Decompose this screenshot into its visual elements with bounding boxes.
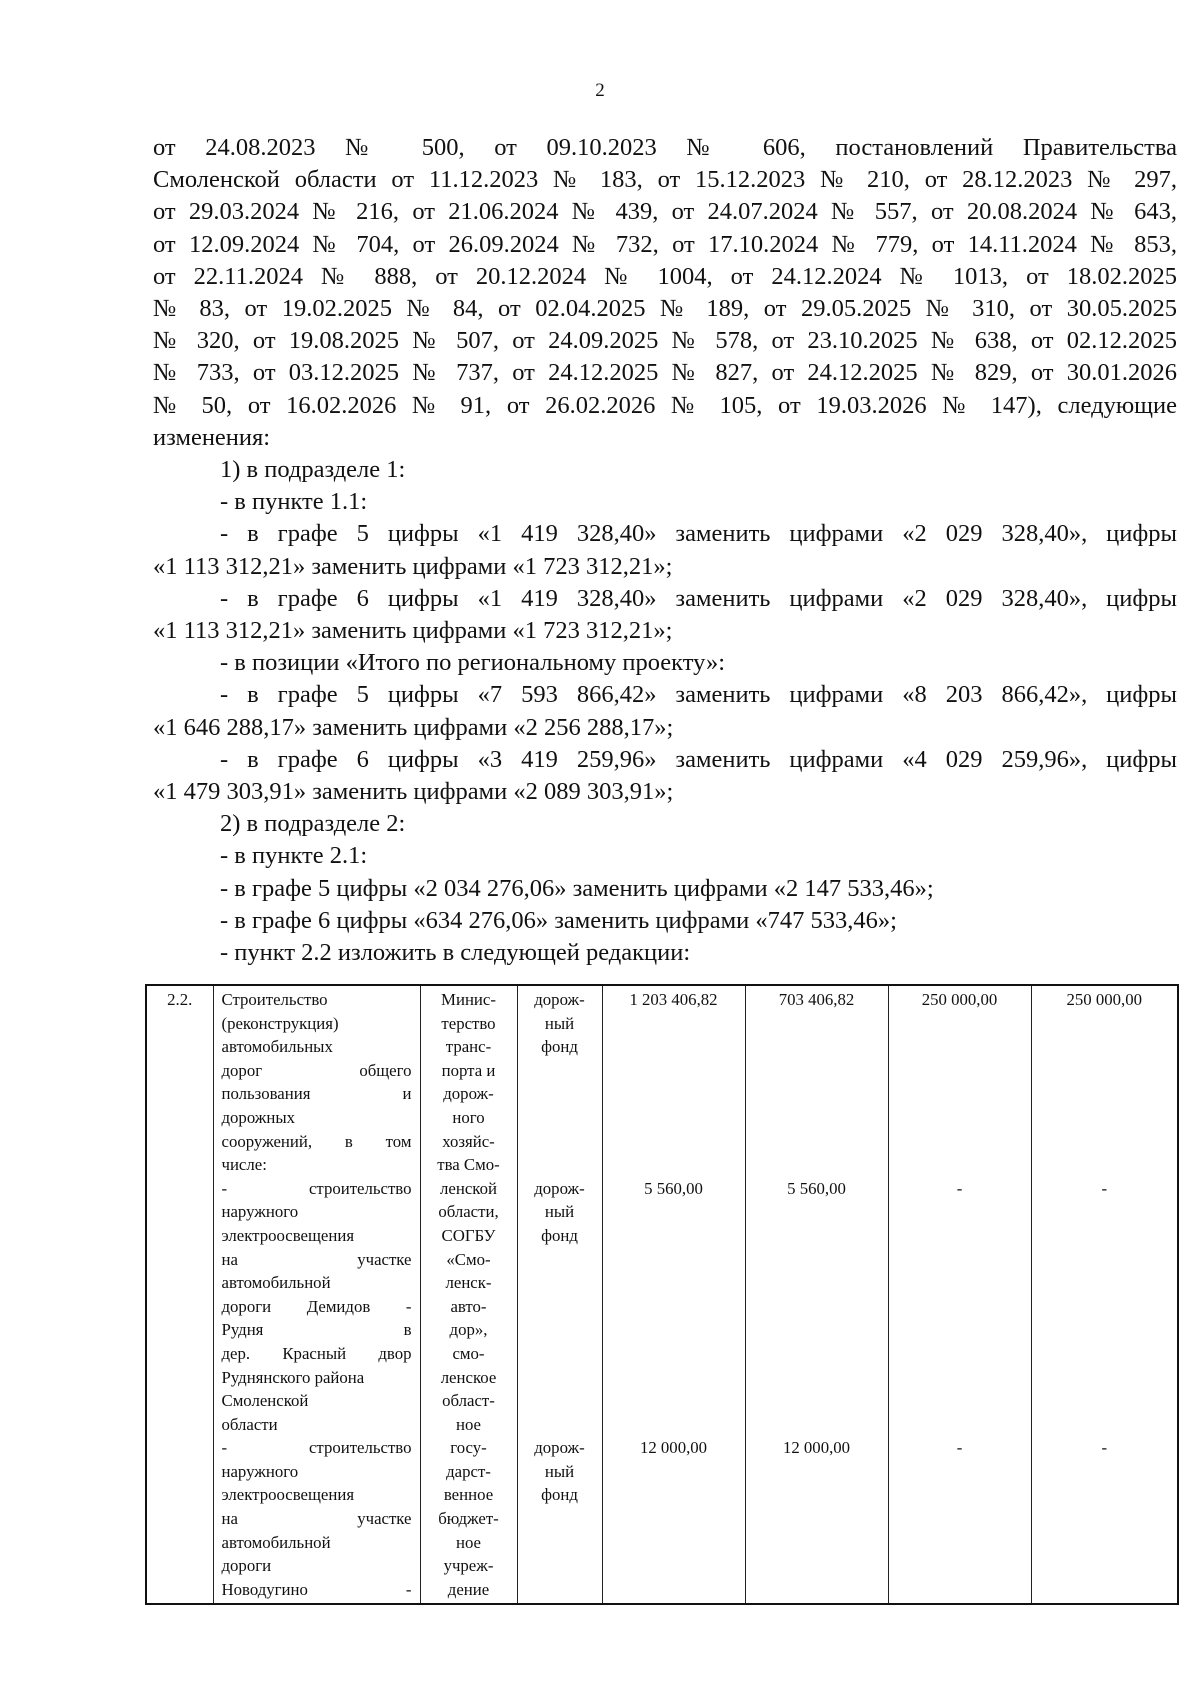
value: - [956,1438,963,1458]
name-line: дорог общего [221,1060,412,1080]
value: 1 203 406,82 [629,990,718,1009]
spacer [522,1130,598,1154]
name-line: автомобильной [221,1532,331,1552]
name-line: Рудня в [221,1320,412,1340]
name-line: на участке [221,1509,412,1529]
executor-line: дор», [449,1320,488,1340]
value: 5 560,00 [644,1178,703,1198]
source-line: дорож- [534,1178,585,1198]
executor-line: дение [447,1579,490,1599]
value: 250 000,00 [1066,990,1142,1009]
executor-line: порта и [441,1060,496,1080]
name-line: автомобильных [221,1037,333,1057]
executor-line: «Смо- [446,1249,491,1269]
spacer [522,1059,598,1083]
amendment-line: - в графе 5 цифры «7 593 866,42» заменить цифрами «8 203 866,42», цифры [220,681,1177,709]
spacer [522,1366,598,1390]
name-line: дер. Красный двор [221,1343,412,1363]
executor-line: тва Смо- [437,1155,500,1175]
text-line: № 83, от 19.02.2025 № 84, от 02.04.2025 № 189, от 29.05.2025 № 310, от 30.05.2025 [153,295,1177,323]
name-line: сооружений, в том [221,1131,412,1151]
column-7-cell [888,985,1031,1604]
executor-line: госу- [450,1438,487,1458]
row-number: 2.2. [146,985,213,1604]
spacer [522,1271,598,1295]
executor-line: дарст- [446,1461,491,1481]
source-line: ный [544,1013,575,1033]
spacer [1036,1012,1174,1036]
name-line: на участке [221,1249,412,1269]
executor-line: ленской [440,1178,497,1198]
value: 703 406,82 [778,990,855,1009]
executor-cell [420,985,517,1604]
source-line: дорож- [534,990,585,1009]
text-line: от 12.09.2024 № 704, от 26.09.2024 № 732, от 17.10.2024 № 779, от 14.11.2024 № 853, [153,230,1177,258]
column-6-cell [745,985,888,1604]
source-line: дорож- [534,1438,585,1458]
executor-line: хозяйс- [442,1131,495,1151]
source-line: фонд [541,1485,578,1505]
table-row [146,985,1178,1604]
spacer [522,1342,598,1366]
executor-line: ное [455,1414,482,1434]
name-line: электроосвещения [221,1225,355,1245]
name-line: (реконструкция) [221,1013,339,1033]
text-line: № 50, от 16.02.2026 № 91, от 26.02.2026 № 105, от 19.03.2026 № 147), следующие [153,391,1177,419]
name-line: наружного [221,1202,299,1222]
spacer [522,1248,598,1272]
spacer [750,1200,884,1224]
executor-line: ленское [440,1367,497,1387]
subsection-1-heading: 1) в подразделе 1: [220,456,406,484]
spacer [522,1106,598,1130]
page-number: 2 [595,80,605,101]
amendment-line: «1 479 303,91» заменить цифрами «2 089 303,91»; [153,778,674,806]
source-line: ный [544,1202,575,1222]
value: 12 000,00 [782,1438,851,1458]
executor-line: смо- [452,1343,485,1363]
value: - [956,1178,963,1198]
text-line: от 22.11.2024 № 888, от 20.12.2024 № 1004, от 24.12.2024 № 1013, от 18.02.2025 [153,262,1177,290]
amendment-line: - в графе 5 цифры «2 034 276,06» заменить цифрами «2 147 533,46»; [220,874,934,902]
spacer [750,1012,884,1036]
executor-line: ленск- [445,1273,492,1293]
value: - [1101,1178,1108,1198]
amendment-line: - в графе 5 цифры «1 419 328,40» заменить цифрами «2 029 328,40», цифры [220,520,1177,548]
name-line: дороги [221,1556,272,1576]
name-line: Смоленской [221,1391,309,1411]
name-line: дороги Демидов - [221,1296,412,1316]
item-2-1-heading: - в пункте 2.1: [220,842,368,870]
amendment-line: - в графе 6 цифры «3 419 259,96» заменить цифрами «4 029 259,96», цифры [220,745,1177,773]
item-1-1-heading: - в пункте 1.1: [220,488,368,516]
spacer [893,1012,1027,1036]
text-line: № 733, от 03.12.2025 № 737, от 24.12.2025 № 827, от 24.12.2025 № 829, от 30.01.2026 [153,359,1177,387]
executor-line: СОГБУ [441,1225,496,1245]
name-line: - строительство [221,1438,412,1458]
spacer [522,1318,598,1342]
source-line: фонд [541,1225,578,1245]
name-line: области [221,1414,278,1434]
spacer [522,1082,598,1106]
column-5-cell [602,985,745,1604]
spacer [1036,1200,1174,1224]
executor-line: венное [443,1485,494,1505]
column-8-cell [1031,985,1178,1604]
amendment-line: - в графе 6 цифры «634 276,06» заменить цифрами «747 533,46»; [220,906,897,934]
executor-line: транс- [445,1037,492,1057]
amendment-line: - пункт 2.2 изложить в следующей редакции: [220,939,691,967]
amendment-line: «1 113 312,21» заменить цифрами «1 723 312,21»; [153,552,673,580]
executor-line: дорож- [443,1084,494,1104]
name-line: дорожных [221,1107,296,1127]
source-line: ный [544,1461,575,1481]
spacer [522,1153,598,1177]
name-line: электроосвещения [221,1485,355,1505]
executor-line: област- [442,1391,495,1411]
spacer [607,1012,741,1036]
name-line: Руднянского района [221,1367,365,1387]
text-line: Смоленской области от 11.12.2023 № 183, от 15.12.2023 № 210, от 28.12.2023 № 297, [153,166,1177,194]
source-line: фонд [541,1037,578,1057]
value: 5 560,00 [787,1178,846,1198]
text-line: № 320, от 19.08.2025 № 507, от 24.09.2025 № 578, от 23.10.2025 № 638, от 02.12.2025 [153,327,1177,355]
executor-line: области, [438,1202,499,1222]
value: - [1101,1438,1108,1458]
funding-source-cell [517,985,602,1604]
spacer [893,1200,1027,1224]
text-line: от 24.08.2023 № 500, от 09.10.2023 № 606, постановлений Правительства [153,134,1177,161]
name-line: Строительство [221,990,328,1009]
executor-line: Минис- [441,990,496,1009]
name-line: пользования и [221,1084,412,1104]
amendment-line: - в графе 6 цифры «1 419 328,40» заменить цифрами «2 029 328,40», цифры [220,584,1177,612]
subsection-2-heading: 2) в подразделе 2: [220,810,406,838]
value: 250 000,00 [921,990,998,1009]
spacer [522,1413,598,1437]
executor-line: ного [452,1107,485,1127]
spacer [522,1295,598,1319]
amendment-line: «1 646 288,17» заменить цифрами «2 256 288,17»; [153,713,674,741]
value: 12 000,00 [639,1438,708,1458]
executor-line: бюджет- [438,1509,499,1529]
name-line: наружного [221,1461,299,1481]
name-line: - строительство [221,1178,412,1198]
document-body [153,132,1177,969]
program-table [145,984,1179,1605]
text-line: от 29.03.2024 № 216, от 21.06.2024 № 439, от 24.07.2024 № 557, от 20.08.2024 № 643, [153,198,1177,226]
executor-line: ное [455,1532,482,1552]
amendment-line: «1 113 312,21» заменить цифрами «1 723 312,21»; [153,617,673,645]
measure-name-cell [213,985,420,1604]
position-total-heading: - в позиции «Итого по региональному проекту»: [220,649,726,677]
executor-line: авто- [450,1296,487,1316]
spacer [607,1200,741,1224]
name-line: числе: [221,1155,267,1175]
text-line: изменения: [153,423,271,451]
spacer [522,1389,598,1413]
executor-line: учреж- [443,1556,494,1576]
name-line: автомобильной [221,1273,331,1293]
name-line: Новодугино - [221,1579,412,1599]
executor-line: терство [441,1013,496,1033]
